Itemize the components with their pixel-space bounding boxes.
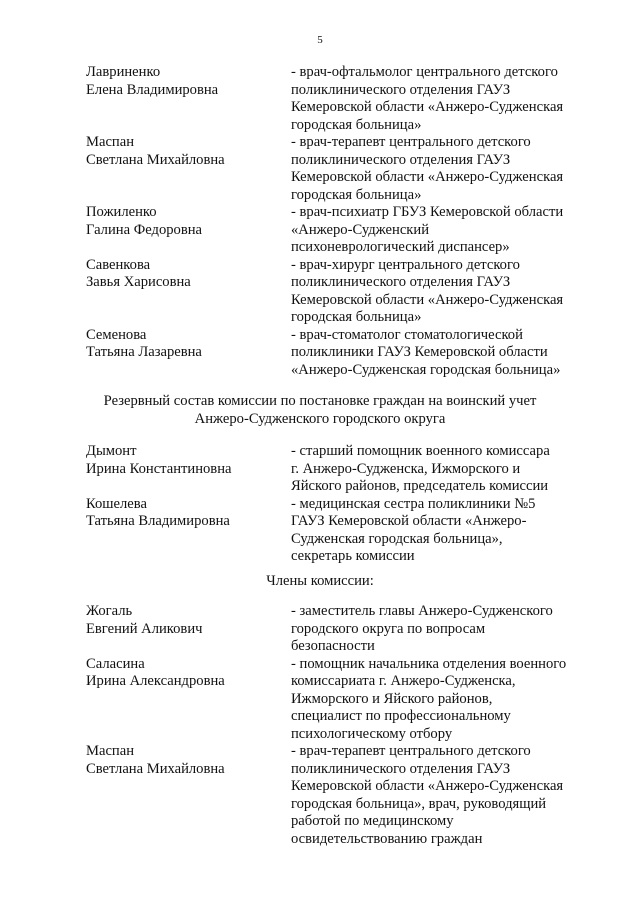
given-name: Светлана Михайловна xyxy=(86,760,225,777)
surname: Маспан xyxy=(86,134,135,150)
role: - врач-терапевт центрального детского поликлинического отделения ГАУЗ Кемеровской области «Анжеро-Судженская городская больница», врач, руководящий работой по медицинскому освидетельствованию граждан xyxy=(291,743,564,847)
list-item xyxy=(86,443,606,496)
reserve-heading-line1: Резервный состав комиссии по постановке граждан на воинский учет xyxy=(103,393,537,409)
reserve-heading-line2: Анжеро-Судженского городского округа xyxy=(194,410,446,427)
members-heading: Члены комиссии: xyxy=(266,573,374,589)
list-item xyxy=(86,603,606,656)
list-item xyxy=(86,134,606,204)
surname: Кошелева xyxy=(86,495,147,512)
given-name: Завья Харисовна xyxy=(86,274,191,290)
list-item xyxy=(86,327,606,380)
surname: Пожиленко xyxy=(86,204,157,220)
role: - врач-офтальмолог центрального детского поликлинического отделения ГАУЗ Кемеровской области «Анжеро-Судженская городская больница» xyxy=(291,64,564,133)
list-item xyxy=(86,656,606,744)
given-name: Ирина Александровна xyxy=(86,673,225,689)
surname: Жогаль xyxy=(86,603,133,619)
page-number: 5 xyxy=(317,34,323,46)
role: - помощник начальника отделения военного комиссариата г. Анжеро-Судженска, Ижморского и Яйского районов, специалист по профессиональному психологическому отбору xyxy=(291,655,567,742)
given-name: Светлана Михайловна xyxy=(86,151,225,168)
surname: Дымонт xyxy=(86,443,137,459)
role: - врач-стоматолог стоматологической поликлиники ГАУЗ Кемеровской области «Анжеро-Судженская городская больница» xyxy=(291,326,561,378)
reserve-leaders-list xyxy=(86,443,606,566)
members-list-top xyxy=(86,64,606,379)
role: - заместитель главы Анжеро-Судженского городского округа по вопросам безопасности xyxy=(291,603,553,654)
given-name: Ирина Константиновна xyxy=(86,460,232,477)
list-item xyxy=(86,204,606,257)
given-name: Галина Федоровна xyxy=(86,221,203,238)
given-name: Татьяна Владимировна xyxy=(86,513,230,529)
surname: Маспан xyxy=(86,743,135,759)
surname: Семенова xyxy=(86,326,147,343)
surname: Саласина xyxy=(86,655,145,672)
surname: Лавриненко xyxy=(86,64,161,80)
role: - старший помощник военного комиссара г. Анжеро-Судженска, Ижморского и Яйского районов, председатель комиссии xyxy=(291,443,550,494)
given-name: Елена Владимировна xyxy=(86,81,219,98)
list-item xyxy=(86,64,606,134)
role: - врач-хирург центрального детского поликлинического отделения ГАУЗ Кемеровской области «Анжеро-Судженская городская больница» xyxy=(291,256,564,325)
reserve-heading xyxy=(0,393,640,428)
list-item xyxy=(86,257,606,327)
list-item xyxy=(86,496,606,566)
reserve-members-list xyxy=(86,603,606,848)
surname: Савенкова xyxy=(86,256,151,273)
role: - врач-терапевт центрального детского поликлинического отделения ГАУЗ Кемеровской области «Анжеро-Судженская городская больница» xyxy=(291,134,564,203)
given-name: Евгений Аликович xyxy=(86,620,203,637)
role: - медицинская сестра поликлиники №5 ГАУЗ Кемеровской области «Анжеро- Судженская городская больница», секретарь комиссии xyxy=(291,495,536,564)
given-name: Татьяна Лазаревна xyxy=(86,344,202,360)
list-item xyxy=(86,743,606,848)
role: - врач-психиатр ГБУЗ Кемеровской области «Анжеро-Судженский психоневрологический диспансер» xyxy=(291,204,564,255)
